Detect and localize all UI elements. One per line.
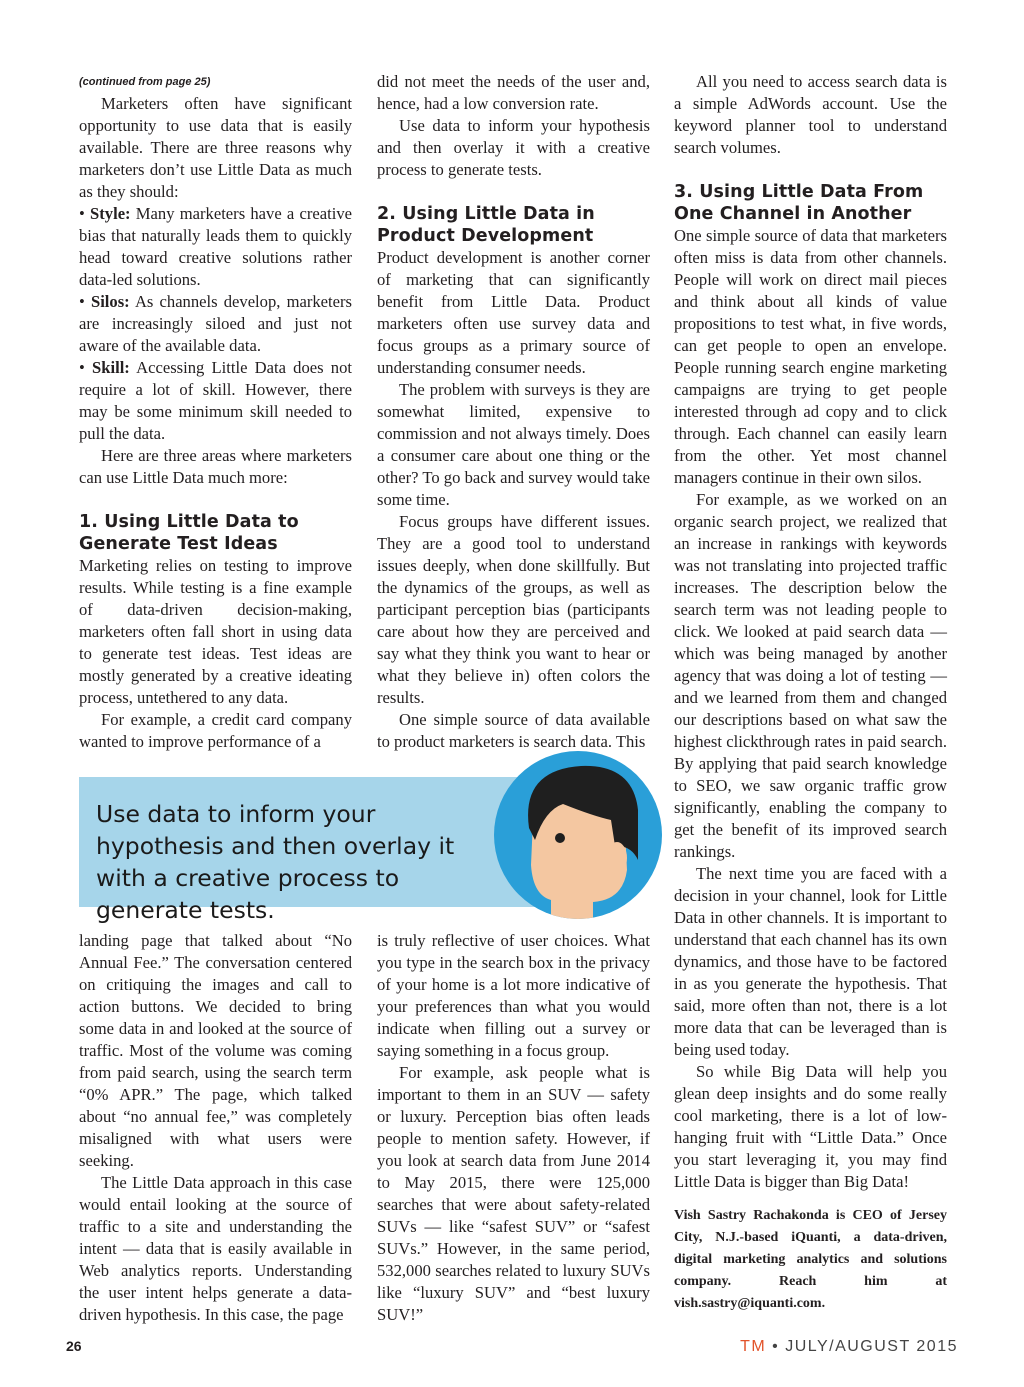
paragraph: Focus groups have different issues. They are a good tool to understand issues deeply, when done skillfully. But the dynamics of the groups, as well as participant perception bias (participants care about how they are perceived and say what they think you want to hear or what they believe in) often colors the results. (377, 512, 650, 707)
pull-quote-text: Use data to inform your hypothesis and then overlay it with a creative process to generate tests. (96, 800, 455, 924)
bullet-label: Skill: (92, 358, 130, 377)
page-number: 26 (66, 1338, 82, 1354)
column-1-bottom (79, 930, 352, 1326)
bullet-skill: • Skill: Accessing Little Data does not require a lot of skill. However, there may be some minimum skill needed to pull the data. (79, 358, 352, 443)
footer-separator: • (766, 1338, 786, 1355)
column-2-top (377, 71, 650, 753)
brand-mark: TM (740, 1338, 767, 1355)
paragraph: All you need to access search data is a simple AdWords account. Use the keyword planner tool to understand search volumes. (674, 72, 947, 157)
paragraph: For example, ask people what is important to them in an SUV — safety or luxury. Perception bias often leads people to mention safety. However, if you look at search data from June 2014 to May 2015, there were 125,000 searches that were about safety-related SUVs — like “safest SUV” or “safest SUVs.” However, in the same period, 532,000 searches related to luxury SUVs like “luxury SUV” and “best luxury SUV!” (377, 1063, 650, 1324)
section-heading-1: 1. Using Little Data to Generate Test Ideas (79, 512, 299, 554)
paragraph: Marketing relies on testing to improve results. While testing is a fine example of data-driven decision-making, marketers often fall short in using data to generate test ideas. Test ideas are mostly generated by a creative ideating process, untethered to any data. (79, 556, 352, 707)
bullet-label: Silos: (90, 292, 130, 311)
paragraph: The Little Data approach in this case would entail looking at the source of traffic to a site and understanding the intent — data that is easily available in Web analytics reports. Understanding the user intent helps generate a data-driven hypothesis. In this case, the page (79, 1173, 352, 1324)
paragraph: Product development is another corner of marketing that can significantly benefit from Little Data. Product marketers often use survey data and focus groups as a primary source of understanding consumer needs. (377, 248, 650, 377)
paragraph: landing page that talked about “No Annual Fee.” The conversation centered on critiquing the images and call to action buttons. We decided to bring some data in and looked at the source of traffic. Most of the volume was coming from paid search, using the search term “0% APR.” The page, which talked about “no annual fee,” was completely misaligned with what users were seeking. (79, 931, 352, 1170)
magazine-footer (740, 1338, 958, 1356)
paragraph: Here are three areas where marketers can use Little Data much more: (79, 446, 352, 487)
person-illustration-icon (493, 750, 663, 920)
paragraph: So while Big Data will help you glean deep insights and do some really cool marketing, there is a lot of low-hanging fruit with “Little Data.” Once you start leveraging it, you may find Little Data is bigger than Big Data! (674, 1062, 947, 1191)
column-1-top (79, 71, 352, 753)
bullet-silos: • Silos: As channels develop, marketers are increasingly siloed and just not aware of the available data. (79, 292, 352, 355)
paragraph: One simple source of data available to product marketers is search data. This (377, 710, 650, 751)
continued-note: (continued from page 25) (79, 76, 211, 88)
paragraph: One simple source of data that marketers often miss is data from other channels. People will work on direct mail pieces and think about all kinds of value propositions to test what, in five words, can get people to open an envelope. People running search engine marketing campaigns are trying to get people interested through ad copy and to click through. Each channel can easily learn from the other. Yet most channel managers continue in their own silos. (674, 226, 947, 487)
paragraph: The problem with surveys is they are somewhat limited, expensive to commission and not always timely. Does a consumer care about one thing or the other? To go back and survey would take some time. (377, 380, 650, 509)
section-heading-3: 3. Using Little Data From One Channel in Another (674, 182, 924, 224)
bullet-text: Many marketers have a creative bias that naturally leads them to quickly head toward creative solutions rather data-led solutions. (79, 204, 352, 289)
paragraph: For example, a credit card company wanted to improve performance of a (79, 710, 352, 751)
paragraph: Use data to inform your hypothesis and then overlay it with a creative process to generate tests. (377, 116, 650, 179)
paragraph: is truly reflective of user choices. What you type in the search box in the privacy of your home is a lot more indicative of your preferences than what you would indicate when filling out a survey or saying something in a focus group. (377, 931, 650, 1060)
bullet-text: Accessing Little Data does not require a lot of skill. However, there may be some minimum skill needed to pull the data. (79, 358, 352, 443)
bullet-text: As channels develop, marketers are increasingly siloed and just not aware of the available data. (79, 292, 352, 355)
issue-date: JULY/AUGUST 2015 (785, 1338, 958, 1355)
paragraph: Marketers often have significant opportunity to use data that is easily available. There are three reasons why marketers don’t use Little Data as much as they should: (79, 94, 352, 201)
column-3 (674, 71, 947, 1315)
column-2-bottom (377, 930, 650, 1326)
author-bio: Vish Sastry Rachakonda is CEO of Jersey City, N.J.-based iQuanti, a data-driven, digital marketing analytics and solutions company. Reach him at vish.sastry@iquanti.com. (674, 1208, 947, 1311)
paragraph: For example, as we worked on an organic search project, we realized that an increase in rankings with keywords was not translating into projected traffic increases. The description below the search term was not leading people to click. We looked at paid search data — which was being managed by another agency that was doing a lot of testing — and we learned from them and changed our descriptions based on what saw the highest clickthrough rates in paid search. By applying that paid search knowledge to SEO, we saw organic traffic grow significantly, enabling the company to get the benefit of its improved search rankings. (674, 490, 947, 861)
bullet-label: Style: (90, 204, 131, 223)
bullet-style: • Style: Many marketers have a creative bias that naturally leads them to quickly head toward creative solutions rather data-led solutions. (79, 204, 352, 289)
paragraph: did not meet the needs of the user and, hence, had a low conversion rate. (377, 72, 650, 113)
section-heading-2: 2. Using Little Data in Product Development (377, 204, 595, 246)
paragraph: The next time you are faced with a decision in your channel, look for Little Data in other channels. It is important to understand that each channel has its own dynamics, and those have to be factored in as you generate the hypothesis. That said, more often than not, there is a lot more data that can be leveraged than is being used today. (674, 864, 947, 1059)
